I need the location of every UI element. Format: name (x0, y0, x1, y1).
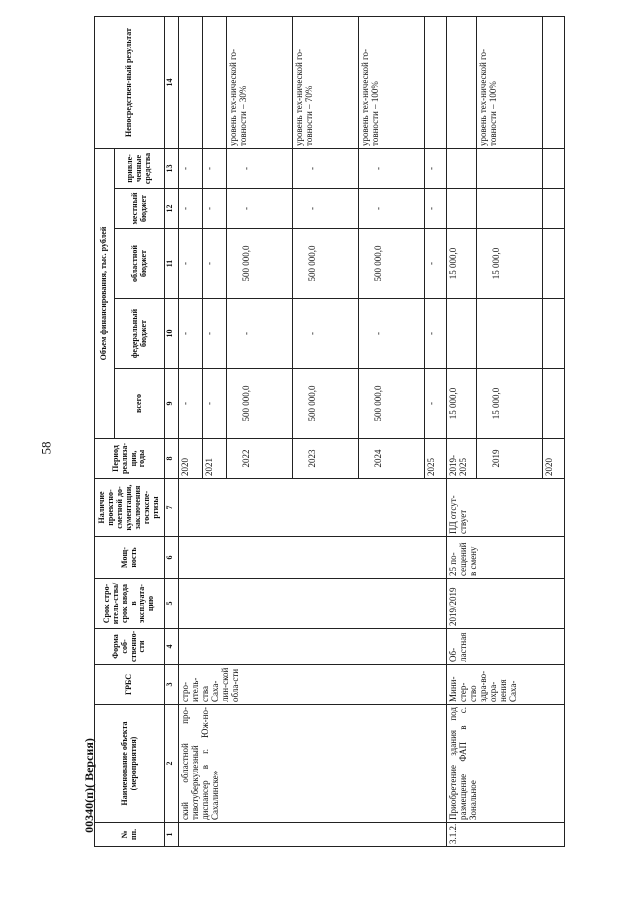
local-cell: - (227, 189, 293, 229)
total-cell: 500 000,0 (227, 369, 293, 439)
federal-cell: - (227, 299, 293, 369)
object2-grbs: Мини-стер-ство здра-во-охра-нения Саха- (447, 665, 565, 705)
year-cell: 2025 (425, 439, 447, 479)
attracted-cell: - (203, 149, 227, 189)
header-num: № пп. (95, 823, 165, 847)
federal-cell (477, 299, 543, 369)
column-number: 9 (165, 369, 179, 439)
attracted-cell (543, 149, 565, 189)
year-cell: 2019-2025 (447, 439, 477, 479)
year-cell: 2021 (203, 439, 227, 479)
local-cell (543, 189, 565, 229)
header-total: всего (115, 369, 165, 439)
column-number: 1 (165, 823, 179, 847)
local-cell (447, 189, 477, 229)
result-cell (203, 17, 227, 149)
local-cell: - (425, 189, 447, 229)
header-funding: Объем финансирования, тыс. рублей (95, 149, 115, 439)
column-number: 6 (165, 537, 179, 579)
object1-ownership (179, 629, 447, 665)
regional-cell: 500 000,0 (227, 229, 293, 299)
local-cell (477, 189, 543, 229)
federal-cell: - (203, 299, 227, 369)
attracted-cell: - (227, 149, 293, 189)
page-number: 58 (38, 441, 54, 455)
result-cell: уровень тех-нической го-товности – 70% (293, 17, 359, 149)
object2-term: 2019/2019 (447, 579, 565, 629)
total-cell (543, 369, 565, 439)
column-number: 7 (165, 479, 179, 537)
regional-cell: - (179, 229, 203, 299)
object1-pd (179, 479, 447, 537)
total-cell: 15 000,0 (447, 369, 477, 439)
result-cell (447, 17, 477, 149)
regional-cell (543, 229, 565, 299)
column-number: 10 (165, 299, 179, 369)
federal-cell: - (293, 299, 359, 369)
object2-pd: ПД отсут-ствует (447, 479, 565, 537)
result-cell (425, 17, 447, 149)
column-number: 13 (165, 149, 179, 189)
attracted-cell (447, 149, 477, 189)
header-term: Срок стро-итель-ства/срок ввода в эксплуата-цию (95, 579, 165, 629)
object1-grbs: стро-итель-ства Саха-лин-ской обла-сти (179, 665, 447, 705)
federal-cell (543, 299, 565, 369)
header-federal: федеральный бюджет (115, 299, 165, 369)
total-cell: 500 000,0 (293, 369, 359, 439)
column-number: 4 (165, 629, 179, 665)
object2-name: Приобретение здания под размещение ФАП в с. Зональное (447, 705, 565, 823)
local-cell: - (203, 189, 227, 229)
year-cell: 2024 (359, 439, 425, 479)
header-result: Непосредствен-ный результат (95, 17, 165, 149)
total-cell: - (425, 369, 447, 439)
header-ownership: Форма соб-ственно-сти (95, 629, 165, 665)
year-cell: 2020 (179, 439, 203, 479)
local-cell: - (293, 189, 359, 229)
federal-cell: - (179, 299, 203, 369)
header-regional: областной бюджет (115, 229, 165, 299)
table-row (179, 17, 203, 847)
result-cell: уровень тех-нической го-товности – 30% (227, 17, 293, 149)
document-footer-code: 00340(п)( Версия) (81, 738, 96, 833)
attracted-cell (477, 149, 543, 189)
rotated-table-container (94, 28, 630, 847)
header-period: Период реализа-ции, годы (95, 439, 165, 479)
regional-cell: 500 000,0 (359, 229, 425, 299)
federal-cell: - (425, 299, 447, 369)
financing-table (94, 16, 565, 847)
total-cell: - (203, 369, 227, 439)
header-attracted: привле-ченные средства (115, 149, 165, 189)
object1-term (179, 579, 447, 629)
object1-num (179, 823, 447, 847)
year-cell: 2023 (293, 439, 359, 479)
object2-capacity: 25 по-сещений в смену (447, 537, 565, 579)
object2-ownership: Об-ластная (447, 629, 565, 665)
column-number: 3 (165, 665, 179, 705)
column-number: 8 (165, 439, 179, 479)
result-cell (179, 17, 203, 149)
year-cell: 2019 (477, 439, 543, 479)
object2-num: 3.1.2. (447, 823, 565, 847)
table-row (447, 17, 477, 847)
column-number: 12 (165, 189, 179, 229)
federal-cell: - (359, 299, 425, 369)
regional-cell: 15 000,0 (477, 229, 543, 299)
total-cell: 15 000,0 (477, 369, 543, 439)
object1-name: ский областной про-тивотуберкулезный диспансер в г. Юж-но-Сахалинске» (179, 705, 447, 823)
attracted-cell: - (179, 149, 203, 189)
regional-cell: 15 000,0 (447, 229, 477, 299)
column-number: 5 (165, 579, 179, 629)
regional-cell: - (203, 229, 227, 299)
year-cell: 2022 (227, 439, 293, 479)
year-cell: 2020 (543, 439, 565, 479)
header-grbs: ГРБС (95, 665, 165, 705)
column-number-row (165, 17, 179, 847)
header-capacity: Мощ-ность (95, 537, 165, 579)
attracted-cell: - (359, 149, 425, 189)
federal-cell (447, 299, 477, 369)
local-cell: - (179, 189, 203, 229)
attracted-cell: - (425, 149, 447, 189)
local-cell: - (359, 189, 425, 229)
object1-capacity (179, 537, 447, 579)
regional-cell: 500 000,0 (293, 229, 359, 299)
column-number: 14 (165, 17, 179, 149)
total-cell: - (179, 369, 203, 439)
column-number: 11 (165, 229, 179, 299)
attracted-cell: - (293, 149, 359, 189)
result-cell: уровень тех-нической го-товности – 100% (477, 17, 543, 149)
total-cell: 500 000,0 (359, 369, 425, 439)
column-number: 2 (165, 705, 179, 823)
header-pd: Наличие проектно-сметной до-кументации, заключения госэкспе-ртизы (95, 479, 165, 537)
header-local: местный бюджет (115, 189, 165, 229)
result-cell: уровень тех-нической го-товности – 100% (359, 17, 425, 149)
header-name: Наименование объекта (мероприятия) (95, 705, 165, 823)
result-cell (543, 17, 565, 149)
regional-cell: - (425, 229, 447, 299)
